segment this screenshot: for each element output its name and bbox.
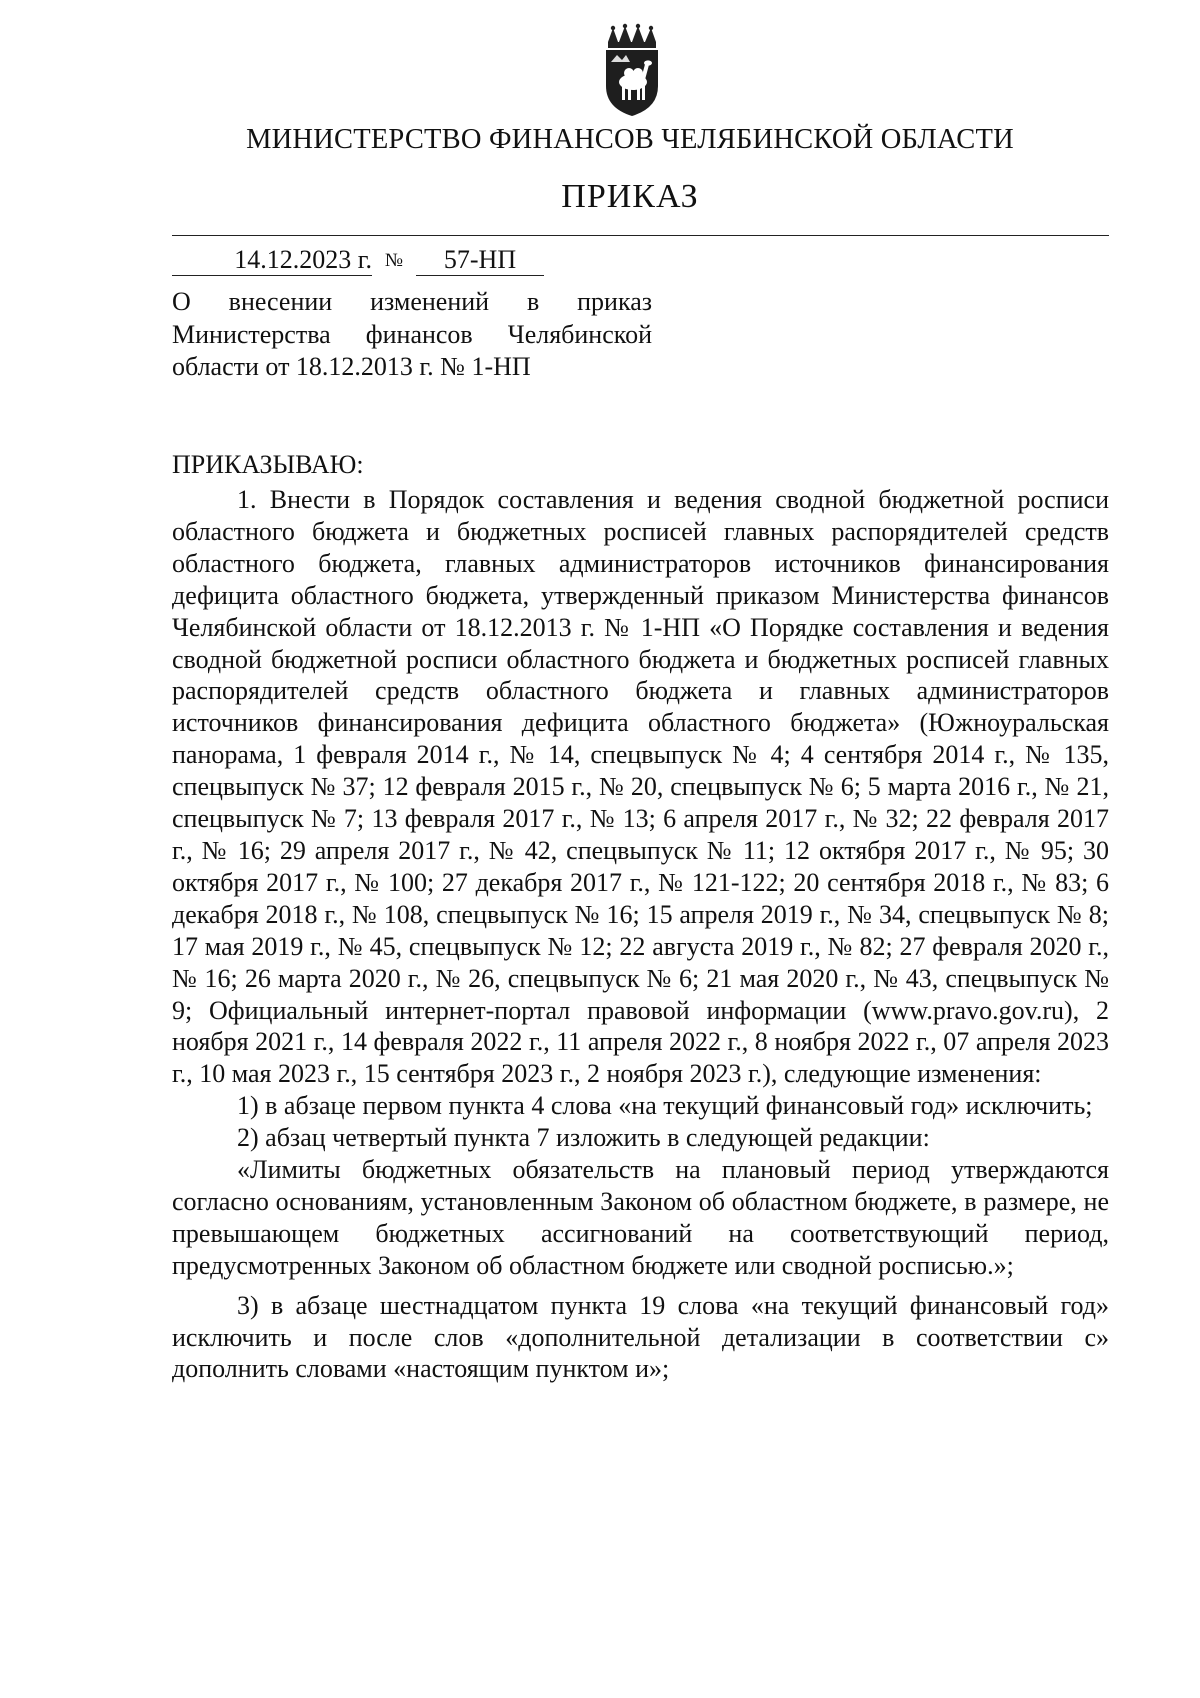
- paragraph-subitem-1: 1) в абзаце первом пункта 4 слова «на текущий финансовый год» исключить;: [237, 1091, 1093, 1121]
- document-type-title: ПРИКАЗ: [561, 178, 699, 215]
- ministry-name: МИНИСТЕРСТВО ФИНАНСОВ ЧЕЛЯБИНСКОЙ ОБЛАСТИ: [246, 124, 1014, 155]
- number-sign: №: [384, 250, 404, 271]
- order-date: 14.12.2023 г.: [172, 245, 372, 276]
- chelyabinsk-coat-of-arms-icon: [597, 22, 667, 118]
- header-divider: [172, 235, 1109, 236]
- paragraph-subitem-3: 3) в абзаце шестнадцатом пункта 19 слова «на текущий финансовый год» исключить и после слов «дополнительной детализации в соответствии с» дополнить словами «настоящим пунктом и»;: [172, 1290, 1109, 1384]
- order-number: 57-НП: [416, 245, 544, 276]
- paragraph-quoted-text: «Лимиты бюджетных обязательств на плановый период утверждаются согласно основаниям, установленным Законом об областном бюджете, в размере, не превышающем бюджетных ассигнований на соответствующий период, предусмотренных Законом об областном бюджете или сводной росписью.»;: [172, 1155, 1109, 1280]
- order-date-number-line: [172, 245, 544, 277]
- order-subject: О внесении изменений в приказ Министерства финансов Челябинской области от 18.12.2013 г. № 1-НП: [172, 287, 652, 381]
- order-directive-word: ПРИКАЗЫВАЮ:: [172, 450, 364, 479]
- paragraph-subitem-2: 2) абзац четвертый пункта 7 изложить в следующей редакции:: [237, 1123, 930, 1153]
- paragraph-item-1: 1. Внести в Порядок составления и ведения сводной бюджетной росписи областного бюджета и бюджетных росписей главных распорядителей средств областного бюджета, главных администраторов источников финансирования дефицита областного бюджета, утвержденный приказом Министерства финансов Челябинской области от 18.12.2013 г. № 1-НП «О Порядке составления и ведения сводной бюджетной росписи областного бюджета и бюджетных росписей главных распорядителей средств областного бюджета и главных администраторов источников финансирования дефицита областного бюджета» (Южноуральская панорама, 1 февраля 2014 г., № 14, спецвыпуск № 4; 4 сентября 2014 г., № 135, спецвыпуск № 37; 12 февраля 2015 г., № 20, спецвыпуск № 6; 5 марта 2016 г., № 21, спецвыпуск № 7; 13 февраля 2017 г., № 13; 6 апреля 2017 г., № 32; 22 февраля 2017 г., № 16; 29 апреля 2017 г., № 42, спецвыпуск № 11; 12 октября 2017 г., № 95; 30 октября 2017 г., № 100; 27 декабря 2017 г., № 121-122; 20 сентября 2018 г., № 83; 6 декабря 2018 г., № 108, спецвыпуск № 16; 15 апреля 2019 г., № 34, спецвыпуск № 8; 17 мая 2019 г., № 45, спецвыпуск № 12; 22 августа 2019 г., № 82; 27 февраля 2020 г., № 16; 26 марта 2020 г., № 26, спецвыпуск № 6; 21 мая 2020 г., № 43, спецвыпуск № 9; Официальный интернет-портал правовой информации (www.pravo.gov.ru), 2 ноября 2021 г., 14 февраля 2022 г., 11 апреля 2022 г., 8 ноября 2022 г., 07 апреля 2023 г., 10 мая 2023 г., 15 сентября 2023 г., 2 ноября 2023 г.), следующие изменения:: [172, 485, 1109, 1089]
- order-body: [172, 484, 1109, 1385]
